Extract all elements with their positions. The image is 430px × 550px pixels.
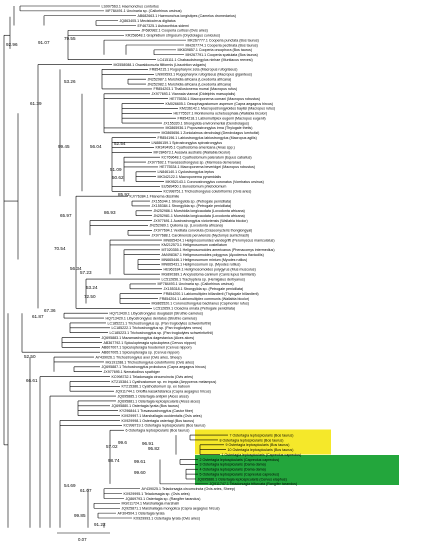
leaf-label: JX977692.1 Travassostrongylus sp. (Marmosa demerarae) [147,160,242,165]
leaf-label: HE963184.1 Heligmosomoides polygyrus (Mus musculus) [163,267,256,272]
support-value: 53.24 [86,285,98,290]
leaf-label: LN886159.1 Spirostrongylus spirostrongylus [151,140,223,145]
leaf-label: MK952143.1 Coronostrongylus coronatus (Vombatus ursinus) [165,179,264,184]
leaf-label: LC185222.1 Trichostrongylus sp. (Pan troglodytes verus) [111,326,203,331]
support-value: 86.93 [104,210,116,215]
support-values [6,36,160,527]
leaf-label: JX155318.1 Strongylida sp. (Petrogale penicillata) [163,287,244,292]
leaf-label: AB367792.1 Spiculopteragia spiculoptera (Cervus nippon) [103,340,196,345]
support-value: 57.02 [106,444,118,449]
support-value: 98.74 [108,458,120,463]
leaf-label: KT215384.1 Cyathostomum sp. ex impala (Aepyceros melampus) [111,379,217,384]
leaf-label: KC769648.1 Cyathostomum pateratum (Equus caballus) [161,155,252,160]
leaf-label: LC185221.1 Trichostrongylus sp. (Pan troglodytes schweinfurthii) [107,321,212,326]
leaf-label: LN846140.1 Cyclostrongylus leptos [157,170,215,175]
leaf-label: 6 Ostertagia leptospicularis (Bos taurus) [125,428,190,433]
leaf-label: JX977688.1 Carolinensis peruviensis (Nyctomys sumichrasti) [151,233,249,238]
leaf-label: AB607005.1 Spiculopteragia sp. (Cervus nippon) [101,350,180,355]
scale-bar [57,533,110,542]
leaf-label: MG865656.1 Zoniolaimus dendrolagi (Dendrolagus lumholtzi) [161,131,260,136]
leaf-label: FR854215.1 Rugopharynx zeta (Macropus rufogriseus) [149,67,238,72]
leaf-label: MG865936.1 Popovastrongylus irma (Thylogale thetis) [165,126,253,131]
leaf-label: MF784493.1 Uncinaria sp. (Callorhinus ursinus) [157,282,234,287]
leaf-label: 7 Ostertagia leptospicularis (Bos taurus) [229,433,294,438]
support-value: 99.61 [134,459,146,464]
leaf-label: JQ911747.1 Teladorsagia trifurcata (Rangifer tarandus) [209,482,298,487]
leaf-label: JX155344.1 Strongylida sp. (Petrogale penicillata) [151,199,232,204]
leaf-label: MN665431.1 Heligmosomum sp. (Myodes rutilus) [161,262,241,267]
leaf-label: 2 Ostertagia leptospicularis (Capreolus capreolus) [199,457,280,462]
leaf-label: KC998732.1 Teladorsagia circumcincta (Ovis aries) [111,374,194,379]
leaf-label: MK342122.1 Macroponema pyramidalis [157,174,222,179]
leaf-label: KM236142.1 Macropostrongyloides baylisi (Macropus rufus) [179,106,276,111]
leaf-label: 3 Ostertagia leptospicularis (Dama dama) [199,462,266,467]
leaf-label: EF467325.1 Ashworthius sidemi [137,23,189,28]
leaf-label: HQ713420.1 Libyostrongylus dentatus (Struthio camelus) [105,316,197,321]
leaf-label: JX977695.1 Nematodirus spathiger [103,370,160,375]
leaf-label: JQ869793.1 Ostertagia sp. (Rangifer tarandus) [125,496,201,501]
leaf-label: JX977693.1 Viannaia viannai (Didelphis marsupialis) [151,92,236,97]
support-value: 57.23 [80,270,92,275]
support-value: 92.96 [6,42,18,47]
leaf-label: MT020355.1 Heligmosomoides americanus (Phenacomys intermedius) [161,248,275,253]
leaf-label: MN665424.1 Heligmosomoides vandegrifti (Peromyscus maniculatus) [163,238,275,243]
leaf-label: AY439025.1 Teladorsagia circumcincta (Ovis aries, Sheep) [141,487,236,492]
leaf-label: MG558088.1 Oswaldocruzia filiformis (Lissotriton vulgaris) [113,62,207,67]
leaf-label: JQ695886.1 Ostertagia leptospicularis (Cervus elaphus) [197,477,287,482]
support-value: 91.22 [94,522,106,527]
leaf-label: KR349495.1 Cyathostoma americana (Anas spp.) [155,145,235,150]
support-value: 99.45 [58,144,70,149]
leaf-label: JF680982.1 Cooperia curticei (Ovis aries) [141,28,208,33]
support-value: 95.82 [148,446,160,451]
support-value: 52.54 [114,141,126,146]
leaf-label: AY439026.1 Trichostrongylus axei (Ovis aries, Sheep) [95,355,182,360]
support-value: 67.36 [44,308,56,313]
leaf-label: MG890389.1 Ancylostoma caninum (Canis lupus familiaris) [161,272,256,277]
support-value: 61.87 [32,314,44,319]
leaf-label: HE775537.1 Monilonema ochetocephala (Wallabia bicolor) [173,111,268,116]
support-value: 99.6 [118,440,127,445]
leaf-label: LC512659.1 Cloacina ornata (Petrogale penicillata) [153,306,236,311]
leaf-label: MF784491.1 Uncinaria sp. (Callorhinus ursinus) [105,9,182,14]
leaf-label: JQ695887.1 Trichostrongylus probolurus (Capra aegagrus hircus) [101,365,206,370]
leaf-label: JX977691.1 Austrostrongylus victoriensis (Wallabia bicolor) [153,218,248,223]
support-value: 54.69 [64,483,76,488]
leaf-label: JN252987.1 Murshidia africana (Loxodonta africana) [147,77,232,82]
leaf-label: KC998751.1 Trichostrongylus colubriformis (Ovis aries) [163,189,252,194]
leaf-label: KM212573.1 Heligmosomum costellatum [161,243,228,248]
leaf-label: LC185223.1 Trichostrongylus sp. (Pan troglodytes schweinfurthii) [109,331,214,336]
leaf-label: 5 Ostertagia leptospicularis (Capreolus capreolus) [199,472,280,477]
leaf-label: HE775534.1 Macroponema beveridgei (Macropus robustus) [159,165,255,170]
support-value: 51.09 [110,167,122,172]
leaf-label: LC512656.1 Trachyptera sp. (Hemigalus derbyanus) [161,277,245,282]
support-value: 56.04 [90,144,102,149]
support-value: 65.97 [60,213,72,218]
support-value: 56.34 [70,266,82,271]
leaf-label: FR854200.1 Labiomultiplex billardierii (Thylogale billardierii) [163,291,259,296]
leaf-label: AM498367.1 Heligmosomoides polygyrus (Apodemus flavicollis) [161,252,264,257]
leaf-label: 9 Ostertagia leptospicularis (Bos taurus) [225,443,290,448]
leaf-label: KJ776384.1 Filanema dissimile [129,194,180,199]
leaf-label: AB607007.1 Spiculopteragia houdemeri (Cervus nippon) [101,345,192,350]
leaf-label: JQ695880.1 Ostertagia lyrata (Bos taurus) [111,404,180,409]
leaf-label: JN252989.1 Quilonia sp. (Loxodonta africana) [149,223,223,228]
leaf-label: KM026605.1 Oesophagostomum asperum (Capra aegagrus hircus) [165,101,273,106]
leaf-label: EU589450.1 Bunostomum phlebotomum [161,184,227,189]
leaf-label: JQ863405.1 Mecistocirrus digitatus [119,18,176,23]
leaf-label: JN252981.1 Murshidia longicaudata (Loxodonta africana) [153,213,245,218]
leaf-label: 1 Ostertagia leptospicularis (Capreolus capreolus) [221,452,302,457]
leaf-label: JX977694.1 Vexillata convoluta (Craseonycteris thonglongyai) [153,228,253,233]
leaf-label: AF304504.1 Ostertagia lyrata [117,511,165,516]
support-value: 79.55 [64,36,76,41]
support-value: 99.60 [134,470,146,475]
leaf-label: FR854218.1 Labiomultiplex eugenii (Macropus eugenii) [177,116,266,121]
leaf-label: MF284673.1 Ausavia australis (Wallabia bicolor) [153,150,231,155]
leaf-label: MH267774.1 Cooperia pectinata (Bos taurus) [185,43,258,48]
leaf-label: 4 Ostertagia leptospicularis (Dama dama) [199,467,266,472]
leaf-label: HQ713430.1 Libyostrongylus douglassii (Struthio camelus) [109,311,203,316]
leaf-label: 8 Ostertagia leptospicularis (Bos taurus) [219,438,284,443]
leaf-label: JQ695883.1 Mazamastrongylus dagestanica (Alces alces) [101,335,195,340]
support-value: 52.50 [24,354,36,359]
leaf-label: MK267777.1 Cooperia punctata (Bos taurus) [187,38,259,43]
support-value: 72.50 [84,294,96,299]
leaf-label: JQ925871.1 Marshallagia mongolica (Capra aegagrus hircus) [121,506,220,511]
support-value: 61.07 [80,488,92,493]
leaf-label: LC415111.1 Chabaudstrongylus ninhae (Muntiacus reevesi) [157,57,253,62]
leaf-label: MG011724.1 Marshallagia marshalli [121,501,179,506]
leaf-label: KR258648.1 Graphidium strigosum (Oryctolagus cuniculus) [125,33,221,38]
leaf-label: KT215386.1 Cyathostomum sp. ex baboon [121,384,190,389]
leaf-label: FR854203.1 Thallostonema murrai (Macropus rufus) [153,87,238,92]
leaf-label: LN909593.1 Rugopharynx rufogriseus (Macropus giganteus) [155,72,252,77]
leaf-label: FR854204.1 Labiomultiplex communis (Wallabia bicolor) [159,296,250,301]
leaf-label: AB682663.1 Haemonchus longistipes (Camelus dromedarius) [137,14,236,19]
support-value: 66.61 [26,378,38,383]
leaf-label: KX929997.1 Marshallagia occidentalis (Ovis aries) [121,413,202,418]
support-value: 50.62 [112,175,124,180]
leaf-label: JN252986.1 Murshidia longicaudata (Loxodonta africana) [153,209,245,214]
leaf-label: JX155320.1 Strongylida environmental (Dendrolagus) [163,121,250,126]
leaf-label: MG865520.1 Coronostrongylus bactrianus (Capinonter rufus) [151,301,249,306]
support-value: 96.91 [142,441,154,446]
leaf-label: JQ695881.1 Ostertagia leptospicularis (Alces alces) [117,399,200,404]
support-value: 70.54 [54,246,66,251]
leaf-label: JN252982.1 Murshidia africana (Loxodonta africana) [147,82,232,87]
leaf-label: FR854196.1 Labiostrongylus labiostrongylus (Macropus agilis) [157,135,257,140]
leaf-label: KX929993.1 Ostertagia lyrata (Ovis aries) [133,516,201,521]
support-value: 99.85 [74,513,86,518]
leaf-label: KY296844.1 Travassostrongylus (Castor fiber) [119,409,194,414]
leaf-label: JX155384.1 Strongylida sp. (Petrogale penicillata) [151,204,232,209]
leaf-label: MK639857.1 Cooperia oncophora (Bos taurus) [177,48,253,53]
leaf-label: KC998719.1 Ostertagia leptospicularis (Bos taurus) [123,423,206,428]
support-value: 53.26 [64,79,76,84]
leaf-label: JQ695885.1 Ostertagia antipini (Alces alces) [117,394,189,399]
leaf-label: 10 Ostertagia leptospicularis (Bos taurus) [227,448,294,453]
leaf-label: KX929998.1 Ostertagia ostertagi (Bos taurus) [121,418,195,423]
leaf-label: KX929995.1 Teladorsagia sp. (Ovis aries) [123,491,190,496]
leaf-label: JQ911744.1 Orloffia kasakhstanica (Capra aegagrus hircus) [115,389,211,394]
support-value: 85.92 [118,192,130,197]
support-value: 61.39 [30,101,42,106]
leaf-label: MN665446.1 Heligmosomum mixtum (Myodes rutilus) [161,257,248,262]
support-value: 91.07 [38,40,50,45]
scale-bar-label: 0.07 [78,537,87,542]
leaf-label: MG191288.1 Trichostrongylus colubriformis (Ovis aries) [105,360,195,365]
leaf-label: MH267791.1 Cooperia spatulata (Bos taurus) [185,53,258,58]
leaf-label: LS997563.1 Haemonchus contortus [101,4,159,9]
leaf-label: HE775536.1 Macroponema comani (Macropus robustus) [169,96,260,101]
